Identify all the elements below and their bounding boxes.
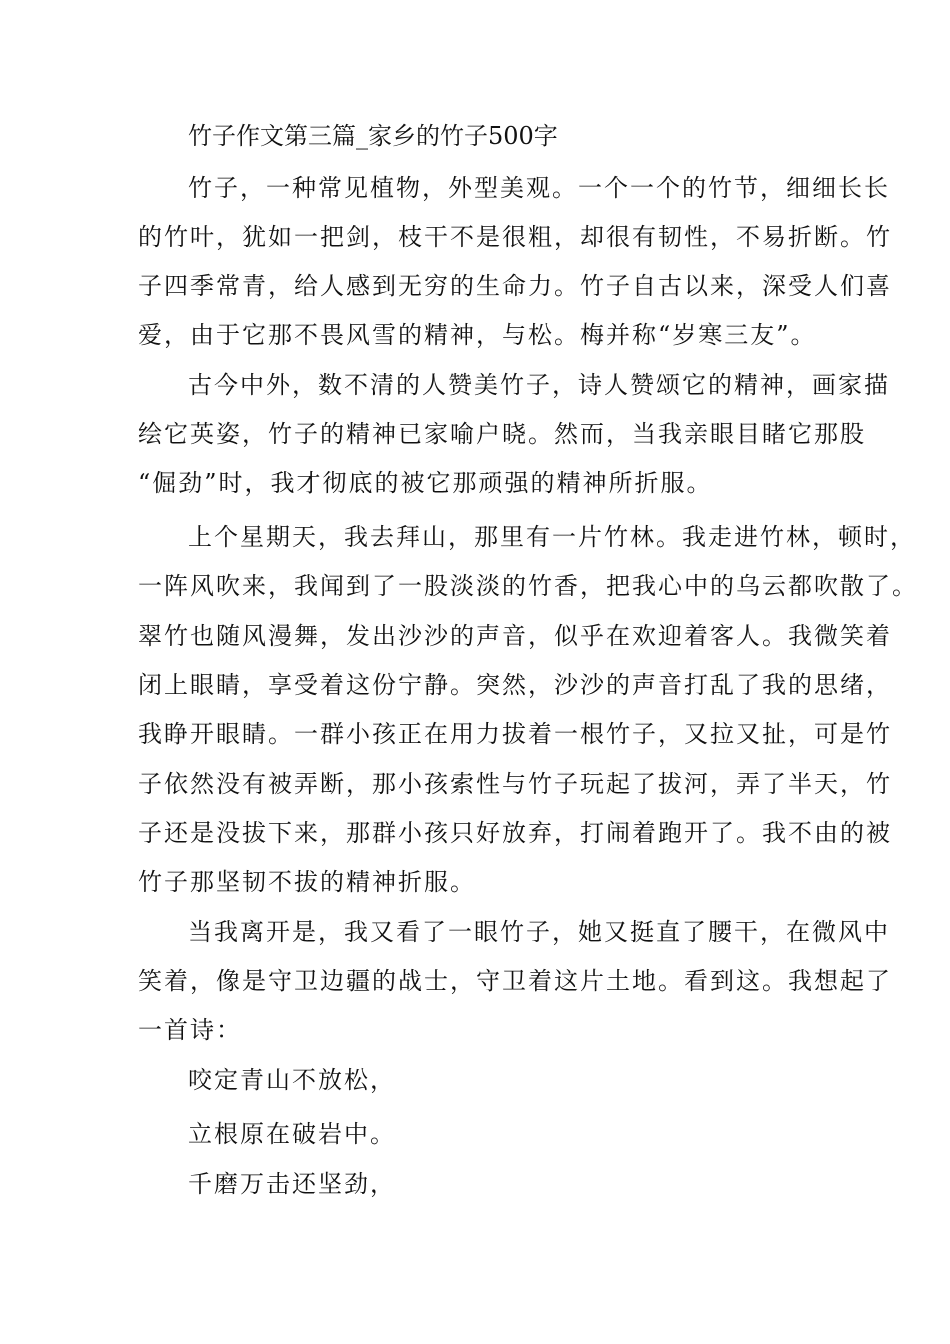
paragraph-line: 上个星期天，我去拜山，那里有一片竹林。我走进竹林，顿时， bbox=[188, 523, 916, 551]
paragraph-line: 竹子那坚韧不拔的精神折服。 bbox=[138, 868, 476, 896]
paragraph-line: 笑着，像是守卫边疆的战士，守卫着这片土地。看到这。我想起了 bbox=[138, 967, 892, 995]
paragraph-line: 竹子，一种常见植物，外型美观。一个一个的竹节，细细长长 bbox=[188, 174, 890, 202]
paragraph-line: 爱，由于它那不畏风雪的精神，与松。梅并称“岁寒三友”。 bbox=[138, 321, 817, 349]
paragraph-line: 子四季常青，给人感到无穷的生命力。竹子自古以来，深受人们喜 bbox=[138, 272, 892, 300]
poem-line: 咬定青山不放松， bbox=[188, 1066, 396, 1094]
paragraph-line: 古今中外，数不清的人赞美竹子，诗人赞颂它的精神，画家描 bbox=[188, 371, 890, 399]
paragraph-line: 一首诗： bbox=[138, 1016, 242, 1044]
paragraph-line: 子依然没有被弄断，那小孩索性与竹子玩起了拔河，弄了半天，竹 bbox=[138, 770, 892, 798]
paragraph-line: 子还是没拔下来，那群小孩只好放弃，打闹着跑开了。我不由的被 bbox=[138, 819, 892, 847]
paragraph-line: “倔劲”时，我才彻底的被它那顽强的精神所折服。 bbox=[138, 469, 713, 497]
paragraph-line: 我睁开眼睛。一群小孩正在用力拔着一根竹子，又拉又扯，可是竹 bbox=[138, 720, 892, 748]
paragraph-line: 的竹叶，犹如一把剑，枝干不是很粗，却很有韧性，不易折断。竹 bbox=[138, 223, 892, 251]
paragraph-line: 绘它英姿，竹子的精神已家喻户晓。然而，当我亲眼目睹它那股 bbox=[138, 420, 866, 448]
paragraph-line: 一阵风吹来，我闻到了一股淡淡的竹香，把我心中的乌云都吹散了。 bbox=[138, 572, 918, 600]
poem-line: 立根原在破岩中。 bbox=[188, 1120, 396, 1148]
poem-line: 千磨万击还坚劲， bbox=[188, 1170, 396, 1198]
paragraph-line: 闭上眼睛，享受着这份宁静。突然，沙沙的声音打乱了我的思绪， bbox=[138, 671, 892, 699]
paragraph-line: 翠竹也随风漫舞，发出沙沙的声音，似乎在欢迎着客人。我微笑着 bbox=[138, 622, 892, 650]
document-title: 竹子作文第三篇_家乡的竹子500字 bbox=[188, 122, 558, 150]
paragraph-line: 当我离开是，我又看了一眼竹子，她又挺直了腰干，在微风中 bbox=[188, 918, 890, 946]
